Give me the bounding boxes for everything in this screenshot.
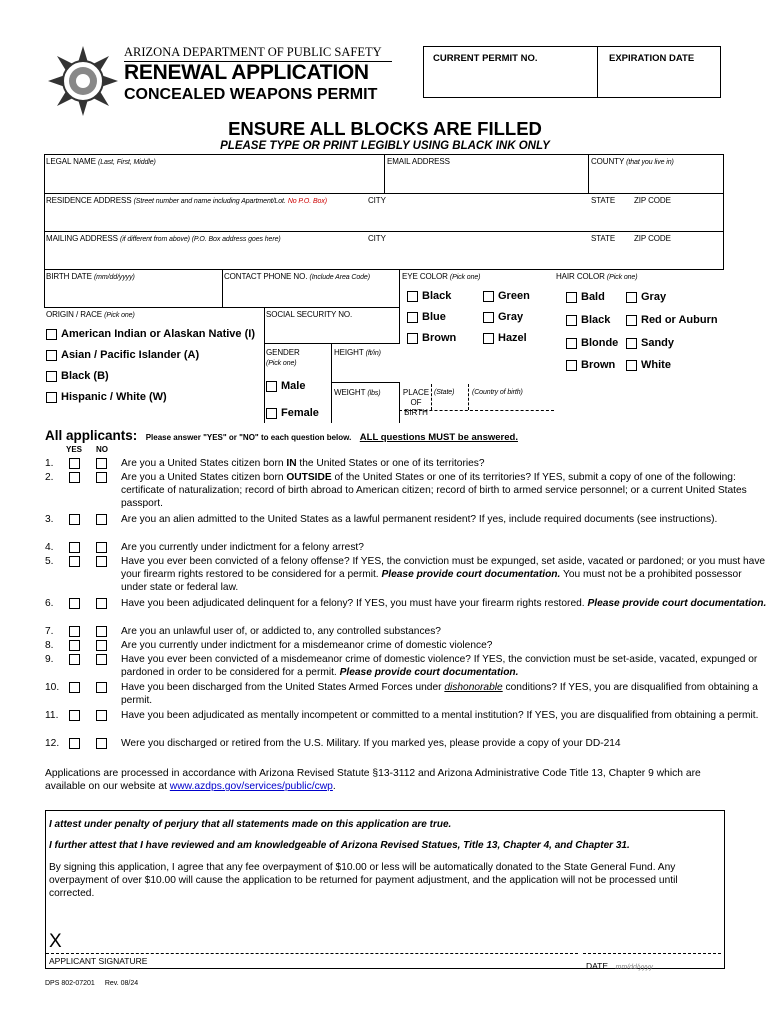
date-label: DATE (586, 961, 609, 971)
question-number: 1. (45, 458, 54, 469)
eye-option-black[interactable]: Black (407, 290, 451, 302)
yes-checkbox[interactable] (69, 472, 80, 483)
origin-option-asian[interactable]: Asian / Pacific Islander (A) (46, 349, 199, 361)
question-text: Are you an alien admitted to the United States as a lawful permanent resident? If yes, include required documents (see instructions). (121, 514, 718, 525)
dps-badge-logo (46, 44, 120, 118)
department-name: ARIZONA DEPARTMENT OF PUBLIC SAFETY (124, 45, 392, 62)
residence-address-label: RESIDENCE ADDRESS (Street number and name including Apartment/Lot. No P.O. Box) (46, 196, 327, 205)
checkbox[interactable] (566, 360, 577, 371)
date-placeholder: mm/dd/yyyy (615, 964, 653, 971)
contact-phone-label: CONTACT PHONE NO. (Include Area Code) (224, 272, 370, 281)
checkbox[interactable] (46, 371, 57, 382)
no-checkbox[interactable] (96, 654, 107, 665)
form-number: DPS 802-07201 Rev. 08/24 (45, 980, 139, 987)
question-number: 2. (45, 472, 54, 483)
residence-state-label: STATE (591, 196, 616, 205)
county-label: COUNTY (that you live in) (591, 157, 674, 166)
expiration-date-input[interactable] (600, 65, 718, 95)
height-label: HEIGHT (ft/in) (334, 348, 381, 357)
birth-date-label: BIRTH DATE (mm/dd/yyyy) (46, 272, 135, 281)
applicants-must: ALL questions MUST be answered. (359, 432, 518, 443)
mailing-state-label: STATE (591, 234, 616, 243)
attest-line-1: I attest under penalty of perjury that all statements made on this application are true. (49, 819, 452, 830)
hair-option-gray[interactable]: Gray (626, 291, 666, 303)
pob-state-label: (State) (434, 389, 455, 396)
no-checkbox[interactable] (96, 640, 107, 651)
question-number: 12. (45, 738, 60, 749)
question-text: Have you been adjudicated as mentally incompetent or committed to a mental institution? If YES, you are disqualified from obtaining a permit. (121, 710, 759, 721)
eye-option-hazel[interactable]: Hazel (483, 332, 527, 344)
checkbox[interactable] (626, 338, 637, 349)
eye-option-green[interactable]: Green (483, 290, 530, 302)
yes-checkbox[interactable] (69, 738, 80, 749)
question-number: 8. (45, 640, 54, 651)
question-number: 10. (45, 682, 60, 693)
current-permit-input[interactable] (426, 65, 594, 95)
contact-phone-input[interactable] (224, 283, 397, 306)
legal-name-input[interactable] (46, 168, 382, 192)
yes-checkbox[interactable] (69, 598, 80, 609)
question-text: Are you a United States citizen born OUTSIDE of the United States or one of its territories? If YES, submit a copy of one of the following: certificate of naturalization; record of birth abroad to American citizen; record of birth to armed service personnel; or a current United States passport. (121, 472, 747, 510)
checkbox[interactable] (566, 292, 577, 303)
mailing-zip-label: ZIP CODE (634, 234, 671, 243)
gender-option-female[interactable]: Female (266, 407, 319, 419)
mailing-address-label: MAILING ADDRESS (if different from above) (P.O. Box address goes here) (46, 234, 281, 243)
question-number: 11. (45, 710, 59, 721)
expiration-date-label: EXPIRATION DATE (609, 53, 695, 64)
hair-option-brown[interactable]: Brown (566, 359, 615, 371)
question-text: Have you ever been convicted of a misdemeanor crime of domestic violence? If YES, the conviction must be set-aside, vacated, expunged or pardoned in order to be considered for a permit. Please provide court documentation. (121, 654, 758, 679)
signature-x-mark: X (49, 931, 62, 952)
question-text: Have you been discharged from the United States Armed Forces under dishonorable conditions? If YES, you are disqualified from obtaining a permit. (121, 682, 758, 707)
checkbox[interactable] (46, 350, 57, 361)
height-input[interactable] (334, 358, 398, 380)
yes-checkbox[interactable] (69, 654, 80, 665)
no-checkbox[interactable] (96, 542, 107, 553)
no-checkbox[interactable] (96, 626, 107, 637)
question-number: 4. (45, 542, 54, 553)
applicant-signature-input[interactable] (66, 929, 576, 951)
question-number: 7. (45, 626, 54, 637)
overpayment-paragraph: By signing this application, I agree that any fee overpayment of $10.00 or less will be automatically donated to the State General Fund. Any overpayment of over $10.00 will cause the application to be returned for payment adjustment, and the application will not be processed until corrected. (49, 862, 678, 900)
origin-option-american-indian[interactable]: American Indian or Alaskan Native (I) (46, 328, 255, 340)
yes-checkbox[interactable] (69, 542, 80, 553)
hair-option-bald[interactable]: Bald (566, 291, 605, 303)
date-field[interactable] (586, 956, 653, 974)
checkbox[interactable] (46, 329, 57, 340)
weight-label: WEIGHT (lbs) (334, 388, 381, 397)
yes-column-label: YES (66, 445, 83, 454)
cwp-website-link[interactable]: www.azdps.gov/services/public/cwp (169, 781, 333, 793)
checkbox[interactable] (483, 312, 494, 323)
checkbox[interactable] (266, 381, 277, 392)
origin-option-black[interactable]: Black (B) (46, 370, 109, 382)
applicants-heading: All applicants: (45, 428, 138, 443)
checkbox[interactable] (626, 360, 637, 371)
eye-color-label: EYE COLOR (Pick one) (402, 272, 481, 281)
question-text: Are you an unlawful user of, or addicted to, any controlled substances? (121, 626, 441, 637)
checkbox[interactable] (46, 392, 57, 403)
attestation-box (45, 810, 725, 969)
email-input[interactable] (387, 168, 586, 192)
pob-country-label: (Country of birth) (472, 389, 523, 396)
question-text: Are you a United States citizen born IN the United States or one of its territories? (121, 458, 485, 469)
question-number: 5. (45, 556, 54, 567)
yes-checkbox[interactable] (69, 682, 80, 693)
weight-input[interactable] (334, 398, 398, 420)
origin-label: ORIGIN / RACE (Pick one) (46, 310, 135, 319)
eye-option-gray[interactable]: Gray (483, 311, 523, 323)
origin-option-hispanic-white[interactable]: Hispanic / White (W) (46, 391, 167, 403)
question-number: 9. (45, 654, 54, 665)
hair-option-red-auburn[interactable]: Red or Auburn (626, 314, 718, 326)
checkbox[interactable] (407, 291, 418, 302)
checkbox[interactable] (566, 315, 577, 326)
no-column-label: NO (96, 445, 108, 454)
gender-label: GENDER (266, 348, 300, 357)
ensure-heading: ENSURE ALL BLOCKS ARE FILLED (228, 118, 542, 139)
no-checkbox[interactable] (96, 598, 107, 609)
checkbox[interactable] (407, 333, 418, 344)
mailing-address-input[interactable] (46, 245, 721, 268)
pob-state-input[interactable] (433, 397, 467, 411)
residence-city-label: CITY (368, 196, 386, 205)
question-number: 3. (45, 514, 54, 525)
ssn-label: SOCIAL SECURITY NO. (266, 310, 353, 319)
eye-option-brown[interactable]: Brown (407, 332, 456, 344)
county-input[interactable] (591, 168, 721, 192)
yes-checkbox[interactable] (69, 710, 80, 721)
applicants-instruction: Please answer "YES" or "NO" to each question below. (145, 433, 352, 442)
mailing-city-label: CITY (368, 234, 386, 243)
gender-option-male[interactable]: Male (266, 380, 305, 392)
no-checkbox[interactable] (96, 738, 107, 749)
hair-option-black[interactable]: Black (566, 314, 610, 326)
yes-checkbox[interactable] (69, 556, 80, 567)
residence-address-input[interactable] (46, 207, 721, 230)
form-title: RENEWAL APPLICATION (124, 61, 369, 84)
hair-option-sandy[interactable]: Sandy (626, 337, 674, 349)
yes-checkbox[interactable] (69, 640, 80, 651)
attest-line-2: I further attest that I have reviewed and am knowledgeable of Arizona Revised Statues, Title 13, Chapter 4, and Chapter 31. (49, 840, 630, 851)
checkbox[interactable] (483, 333, 494, 344)
gender-hint: (Pick one) (266, 360, 297, 367)
question-text: Have you been adjudicated delinquent for a felony? If YES, you must have your firearm rights restored. Please provide court documentation. (121, 598, 767, 609)
yes-checkbox[interactable] (69, 626, 80, 637)
hair-option-blonde[interactable]: Blonde (566, 337, 618, 349)
hair-color-label: HAIR COLOR (Pick one) (556, 272, 638, 281)
permit-info-box (423, 46, 721, 98)
form-subtitle: CONCEALED WEAPONS PERMIT (124, 86, 378, 103)
legal-name-label: LEGAL NAME (Last, First, Middle) (46, 157, 156, 166)
question-number: 6. (45, 598, 54, 609)
yes-checkbox[interactable] (69, 458, 80, 469)
checkbox[interactable] (626, 292, 637, 303)
applicants-heading-row (45, 427, 518, 445)
checkbox[interactable] (407, 312, 418, 323)
pob-country-input[interactable] (471, 397, 551, 411)
ssn-input[interactable] (266, 320, 398, 342)
checkbox[interactable] (626, 315, 637, 326)
no-checkbox[interactable] (96, 556, 107, 567)
ink-instruction: PLEASE TYPE OR PRINT LEGIBLY USING BLACK INK ONLY (220, 140, 550, 152)
no-checkbox[interactable] (96, 682, 107, 693)
current-permit-label: CURRENT PERMIT NO. (433, 53, 538, 64)
email-label: EMAIL ADDRESS (387, 157, 450, 166)
statute-text: Applications are processed in accordance with Arizona Revised Statute §13-3112 and Arizona Administrative Code Title 13, Chapter 9 which are available on our website at www.azdps.gov/services/public/cwp. (45, 768, 701, 793)
no-checkbox[interactable] (96, 514, 107, 525)
place-of-birth-label: PLACE OF BIRTH (402, 388, 430, 417)
eye-option-blue[interactable]: Blue (407, 311, 446, 323)
checkbox[interactable] (566, 338, 577, 349)
hair-option-white[interactable]: White (626, 359, 671, 371)
question-text: Were you discharged or retired from the U.S. Military. If you marked yes, please provide a copy of your DD-214 (121, 738, 621, 749)
no-checkbox[interactable] (96, 710, 107, 721)
checkbox[interactable] (483, 291, 494, 302)
yes-checkbox[interactable] (69, 514, 80, 525)
no-checkbox[interactable] (96, 472, 107, 483)
signature-label: APPLICANT SIGNATURE (49, 956, 148, 966)
question-text: Are you currently under indictment for a misdemeanor crime of domestic violence? (121, 640, 493, 651)
checkbox[interactable] (266, 408, 277, 419)
question-text: Are you currently under indictment for a felony arrest? (121, 542, 364, 553)
birth-date-input[interactable] (46, 283, 220, 306)
no-checkbox[interactable] (96, 458, 107, 469)
question-text: Have you ever been convicted of a felony offense? If YES, the conviction must be expunged, set aside, vacated or pardoned; or you must have your firearm rights restored to be considered for a permit. Please provide court documentation. You must not be a prohibited possessor under state or federal law. (121, 556, 766, 594)
residence-zip-label: ZIP CODE (634, 196, 671, 205)
